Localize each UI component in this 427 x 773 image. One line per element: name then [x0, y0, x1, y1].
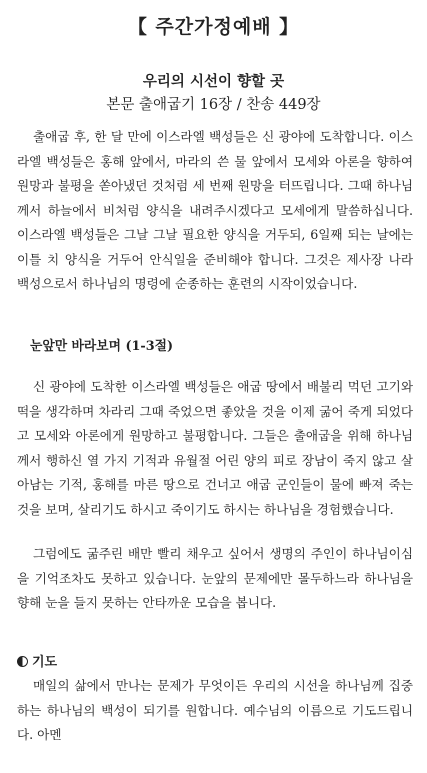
scripture-reference: 본문 출애굽기 16장 / 찬송 449장: [106, 97, 321, 113]
prayer-paragraph: 매일의 삶에서 만나는 문제가 무엇이든 우리의 시선을 하나님께 집중하는 하나님의 백성이 되기를 원합니다. 예수님의 이름으로 기도드립니다. 아멘: [17, 678, 413, 742]
page-title: 【 주간가정예배 】: [127, 16, 300, 38]
prayer-heading-label: 기도: [32, 655, 58, 670]
half-circle-bullet-icon: [17, 656, 28, 667]
sermon-subtitle: 우리의 시선이 향할 곳: [142, 73, 285, 90]
prayer-heading: [17, 651, 57, 670]
intro-paragraph: 출애굽 후, 한 달 만에 이스라엘 백성들은 신 광야에 도착합니다. 이스라엘 백성들은 홍해 앞에서, 마라의 쓴 물 앞에서 모세와 아론을 향하여 원망과 불평을 쏟아냈던 것처럼 세 번째 원망을 터뜨립니다. 그때 하나님께서 하늘에서 비처럼 양식을 내려주시겠다고 모세에게 말씀하십니다. 이스라엘 백성들은 그날 그날 필요한 양식을 거두되, 6일째 되는 날에는 이틀 치 양식을 거두어 안식일을 준비해야 합니다. 그것은 제사장 나라 백성으로서 하나님의 명령에 순종하는 훈련의 시작이었습니다.: [17, 129, 413, 291]
section-paragraph-2: 그럼에도 굶주린 배만 빨리 채우고 싶어서 생명의 주인이 하나님이심을 기억조차도 못하고 있습니다. 눈앞의 문제에만 몰두하느라 하나님을 향해 눈을 들지 못하는 안타까운 모습을 봅니다.: [17, 546, 413, 610]
section-heading: 눈앞만 바라보며 (1-3절): [30, 339, 174, 354]
section-paragraph-1: 신 광야에 도착한 이스라엘 백성들은 애굽 땅에서 배불리 먹던 고기와 떡을 생각하며 차라리 그때 죽었으면 좋았을 것을 이제 굶어 죽게 되었다고 모세와 아론에게 원망하고 불평합니다. 그들은 출애굽을 위해 하나님께서 행하신 열 가지 기적과 유월절 어린 양의 피로 장남이 죽지 않고 살아남는 기적, 홍해를 마른 땅으로 건너고 애굽 군인들이 물에 빠져 죽는 것을 보며, 살리기도 하시고 죽이기도 하시는 하나님을 경험했습니다.: [17, 379, 413, 517]
